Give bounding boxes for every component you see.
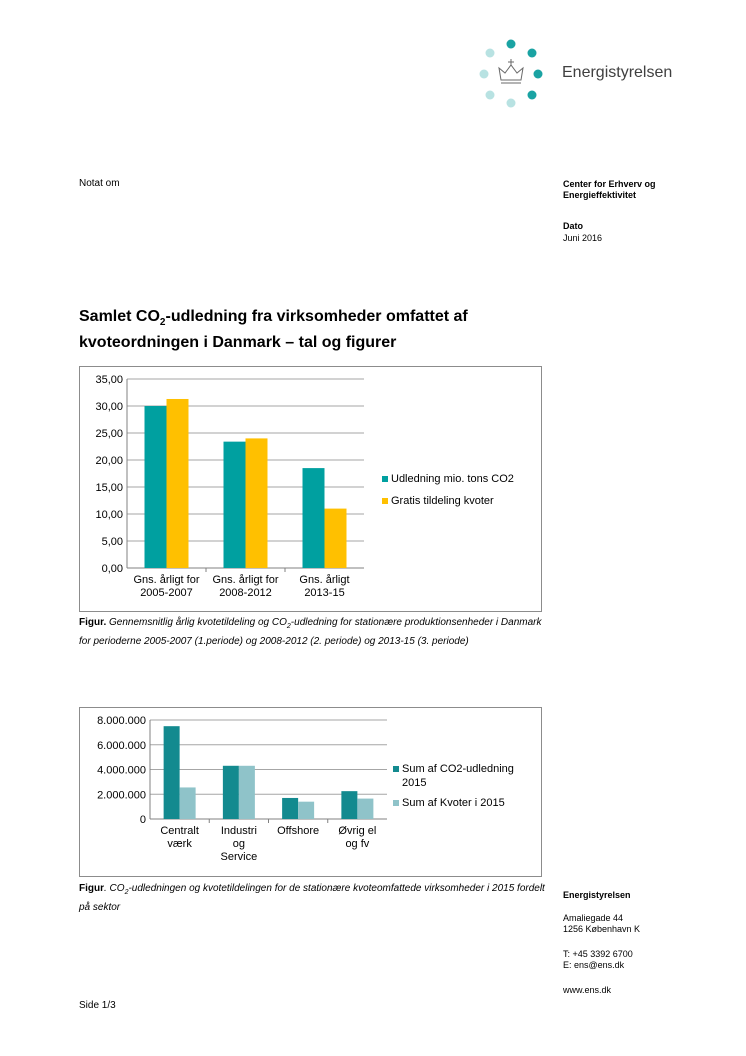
bar-2-s1-c0 (180, 787, 196, 819)
y-tick-label: 4.000.000 (97, 764, 146, 777)
bar-2-s0-c3 (341, 791, 357, 819)
x-tick-label: 2013-15 (304, 587, 345, 599)
legend-label: 2015 (402, 777, 427, 789)
chart-2 (79, 707, 542, 877)
caption-2-part0: . CO (104, 883, 125, 894)
y-tick-label: 0,00 (101, 563, 123, 575)
y-tick-label: 35,00 (95, 374, 123, 386)
contact-web[interactable]: www.ens.dk (563, 985, 612, 995)
bar-2-s1-c3 (357, 799, 373, 819)
department-line2: Energieffektivitet (563, 190, 637, 200)
caption-1-part1: Gennemsnitlig årlig kvotetildeling og CO (106, 617, 287, 628)
x-tick-label: og (232, 838, 245, 850)
y-tick-label: 10,00 (95, 509, 123, 521)
y-tick-label: 6.000.000 (97, 739, 146, 752)
x-tick-label: og fv (345, 838, 370, 850)
y-tick-label: 5,00 (101, 536, 123, 548)
title-line2: kvoteordningen i Danmark – tal og figurer (79, 334, 397, 352)
chart-1 (79, 366, 542, 612)
y-tick-label: 20,00 (95, 455, 123, 467)
title-sub: 2 (159, 317, 166, 329)
y-tick-label: 30,00 (95, 401, 123, 413)
legend-swatch (393, 766, 399, 772)
bar-1-s0-c2 (303, 468, 325, 568)
y-tick-label: 8.000.000 (97, 715, 146, 727)
caption-2 (79, 881, 547, 915)
bar-2-s0-c1 (223, 766, 239, 819)
legend-swatch (393, 800, 399, 806)
legend-label: Sum af CO2-udledning (402, 763, 514, 775)
y-tick-label: 2.000.000 (97, 789, 146, 802)
y-tick-label: 15,00 (95, 482, 123, 494)
bar-1-s1-c0 (167, 399, 189, 568)
contact-address2: 1256 København K (563, 924, 641, 934)
caption-2-label: Figur (79, 883, 104, 894)
bar-1-s0-c1 (224, 442, 246, 568)
logo (470, 36, 700, 112)
legend-label: Udledning mio. tons CO2 (391, 473, 514, 485)
contact-email: E: ens@ens.dk (563, 960, 625, 970)
bar-2-s0-c2 (282, 798, 298, 819)
legend-label: Gratis tildeling kvoter (391, 495, 494, 507)
page-title (79, 307, 559, 353)
caption-2-sub: 2 (124, 889, 129, 896)
y-tick-label: 0 (139, 814, 146, 826)
logo-org-name: Energistyrelsen (562, 64, 673, 81)
chart-1-svg (80, 367, 541, 611)
caption-2-part2: -udledningen og kvotetildelingen for de stationære kvoteomfattede virksomheder i 2015 fordelt på sektor (79, 883, 545, 913)
page-number: Side 1/3 (79, 1000, 116, 1011)
x-tick-label: Gns. årligt for (212, 574, 279, 586)
date-value: Juni 2016 (563, 233, 603, 243)
contact-address1: Amaliegade 44 (563, 913, 624, 923)
title-post: -udledning fra virksomheder omfattet af (165, 308, 468, 325)
x-tick-label: Service (220, 851, 258, 863)
caption-1-sub: 2 (286, 623, 291, 630)
legend-swatch (382, 498, 388, 504)
contact-address (563, 913, 640, 935)
x-tick-label: 2008-2012 (219, 587, 272, 599)
date-label: Dato (563, 221, 583, 231)
bar-2-s1-c1 (239, 766, 255, 819)
bar-1-s0-c0 (145, 406, 167, 568)
legend-label: Sum af Kvoter i 2015 (402, 797, 505, 809)
contact-org: Energistyrelsen (563, 890, 631, 900)
doc-type: Notat om (79, 178, 120, 189)
title-pre: Samlet CO (79, 308, 160, 325)
x-tick-label: 2005-2007 (140, 587, 193, 599)
bar-1-s1-c2 (325, 509, 347, 568)
contact-phone: T: +45 3392 6700 (563, 949, 633, 959)
department-line1: Center for Erhverv og (563, 179, 656, 189)
x-tick-label: Offshore (277, 825, 320, 837)
contact-phone-email (563, 949, 633, 971)
crown-icon (499, 59, 523, 83)
caption-1-label: Figur. (79, 617, 107, 628)
caption-1-part2: -udledning for stationære produktionsenheder i Danmark for perioderne 2005-2007 (1.periode) og 2008-2012 (2. periode) og 2013-15 (3. periode) (79, 617, 542, 647)
x-tick-label: Centralt (160, 825, 199, 837)
bar-2-s1-c2 (298, 802, 314, 819)
x-tick-label: Gns. årligt for (133, 574, 200, 586)
department (563, 179, 656, 201)
chart-2-svg (80, 708, 541, 876)
y-tick-label: 25,00 (95, 428, 123, 440)
x-tick-label: Industri (220, 825, 257, 837)
x-tick-label: værk (167, 838, 192, 850)
x-tick-label: Øvrig el (338, 825, 377, 837)
x-tick-label: Gns. årligt (299, 574, 350, 586)
bar-1-s1-c1 (246, 438, 268, 568)
caption-1 (79, 615, 547, 649)
legend-swatch (382, 476, 388, 482)
logo-mark-icon (470, 36, 552, 112)
bar-2-s0-c0 (164, 726, 180, 819)
